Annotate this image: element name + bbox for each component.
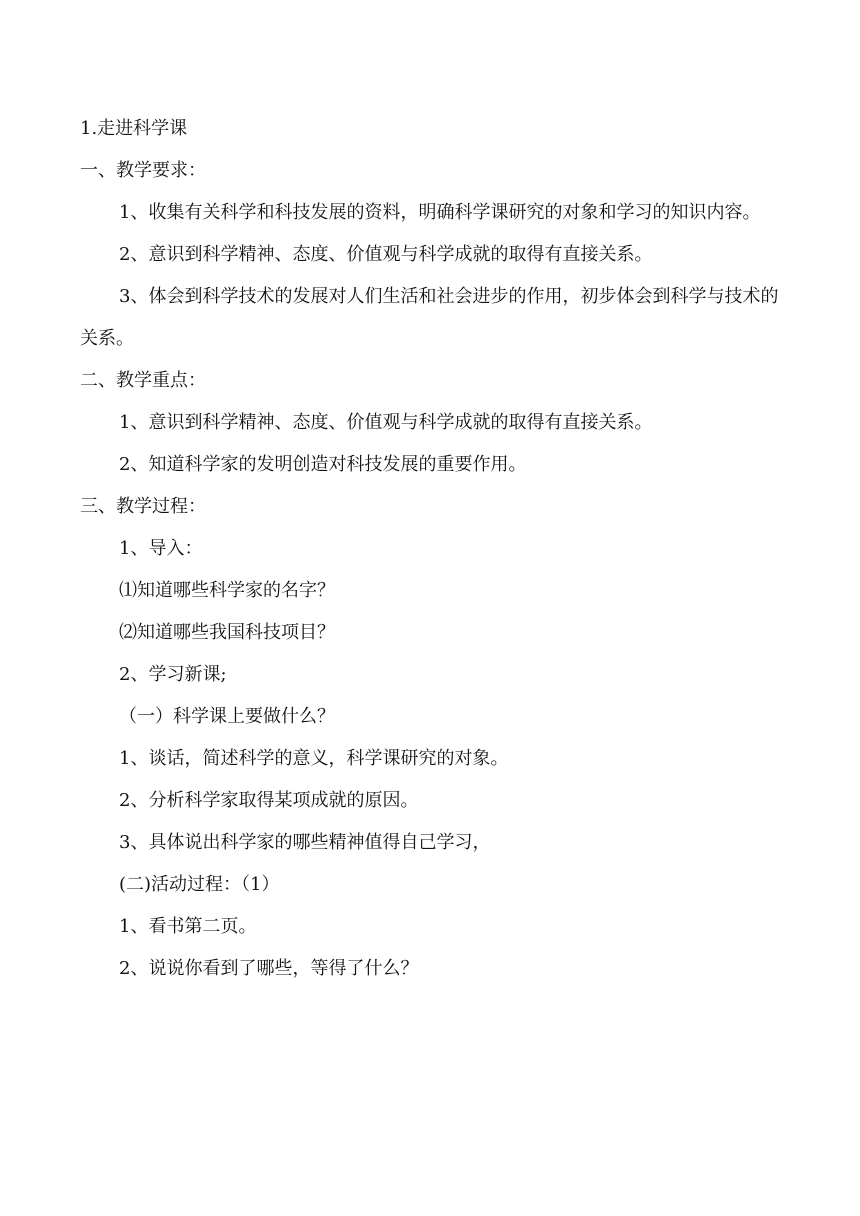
requirement-item-1: 1、收集有关科学和科技发展的资料，明确科学课研究的对象和学习的知识内容。 [119,202,761,223]
process-item-5: （一）科学课上要做什么？ [119,706,335,727]
process-item-9: (二)活动过程：（1） [119,874,280,895]
process-item-6: 1、谈话，简述科学的意义，科学课研究的对象。 [119,748,509,769]
requirement-item-2: 2、意识到科学精神、态度、价值观与科学成就的取得有直接关系。 [119,244,653,265]
process-item-10: 1、看书第二页。 [119,916,257,937]
document-body [80,108,782,990]
process-item-3: ⑵知道哪些我国科技项目？ [119,622,335,643]
process-item-4: 2、学习新课; [119,664,227,685]
requirement-item-3: 3、体会到科学技术的发展对人们生活和社会进步的作用，初步体会到科学与技术的关系。 [80,286,779,349]
section-heading-key-points: 二、教学重点： [80,370,206,391]
key-point-item-1: 1、意识到科学精神、态度、价值观与科学成就的取得有直接关系。 [119,412,653,433]
section-heading-process: 三、教学过程： [80,496,206,517]
key-point-item-2: 2、知道科学家的发明创造对科技发展的重要作用。 [119,454,527,475]
process-item-8: 3、具体说出科学家的哪些精神值得自己学习， [119,832,491,853]
process-item-1: 1、导入： [119,538,203,559]
process-item-2: ⑴知道哪些科学家的名字？ [119,580,335,601]
process-item-7: 2、分析科学家取得某项成就的原因。 [119,790,419,811]
section-heading-requirements: 一、教学要求： [80,160,206,181]
process-item-11: 2、说说你看到了哪些，等得了什么？ [119,958,419,979]
document-title: 1.走进科学课 [80,118,188,139]
